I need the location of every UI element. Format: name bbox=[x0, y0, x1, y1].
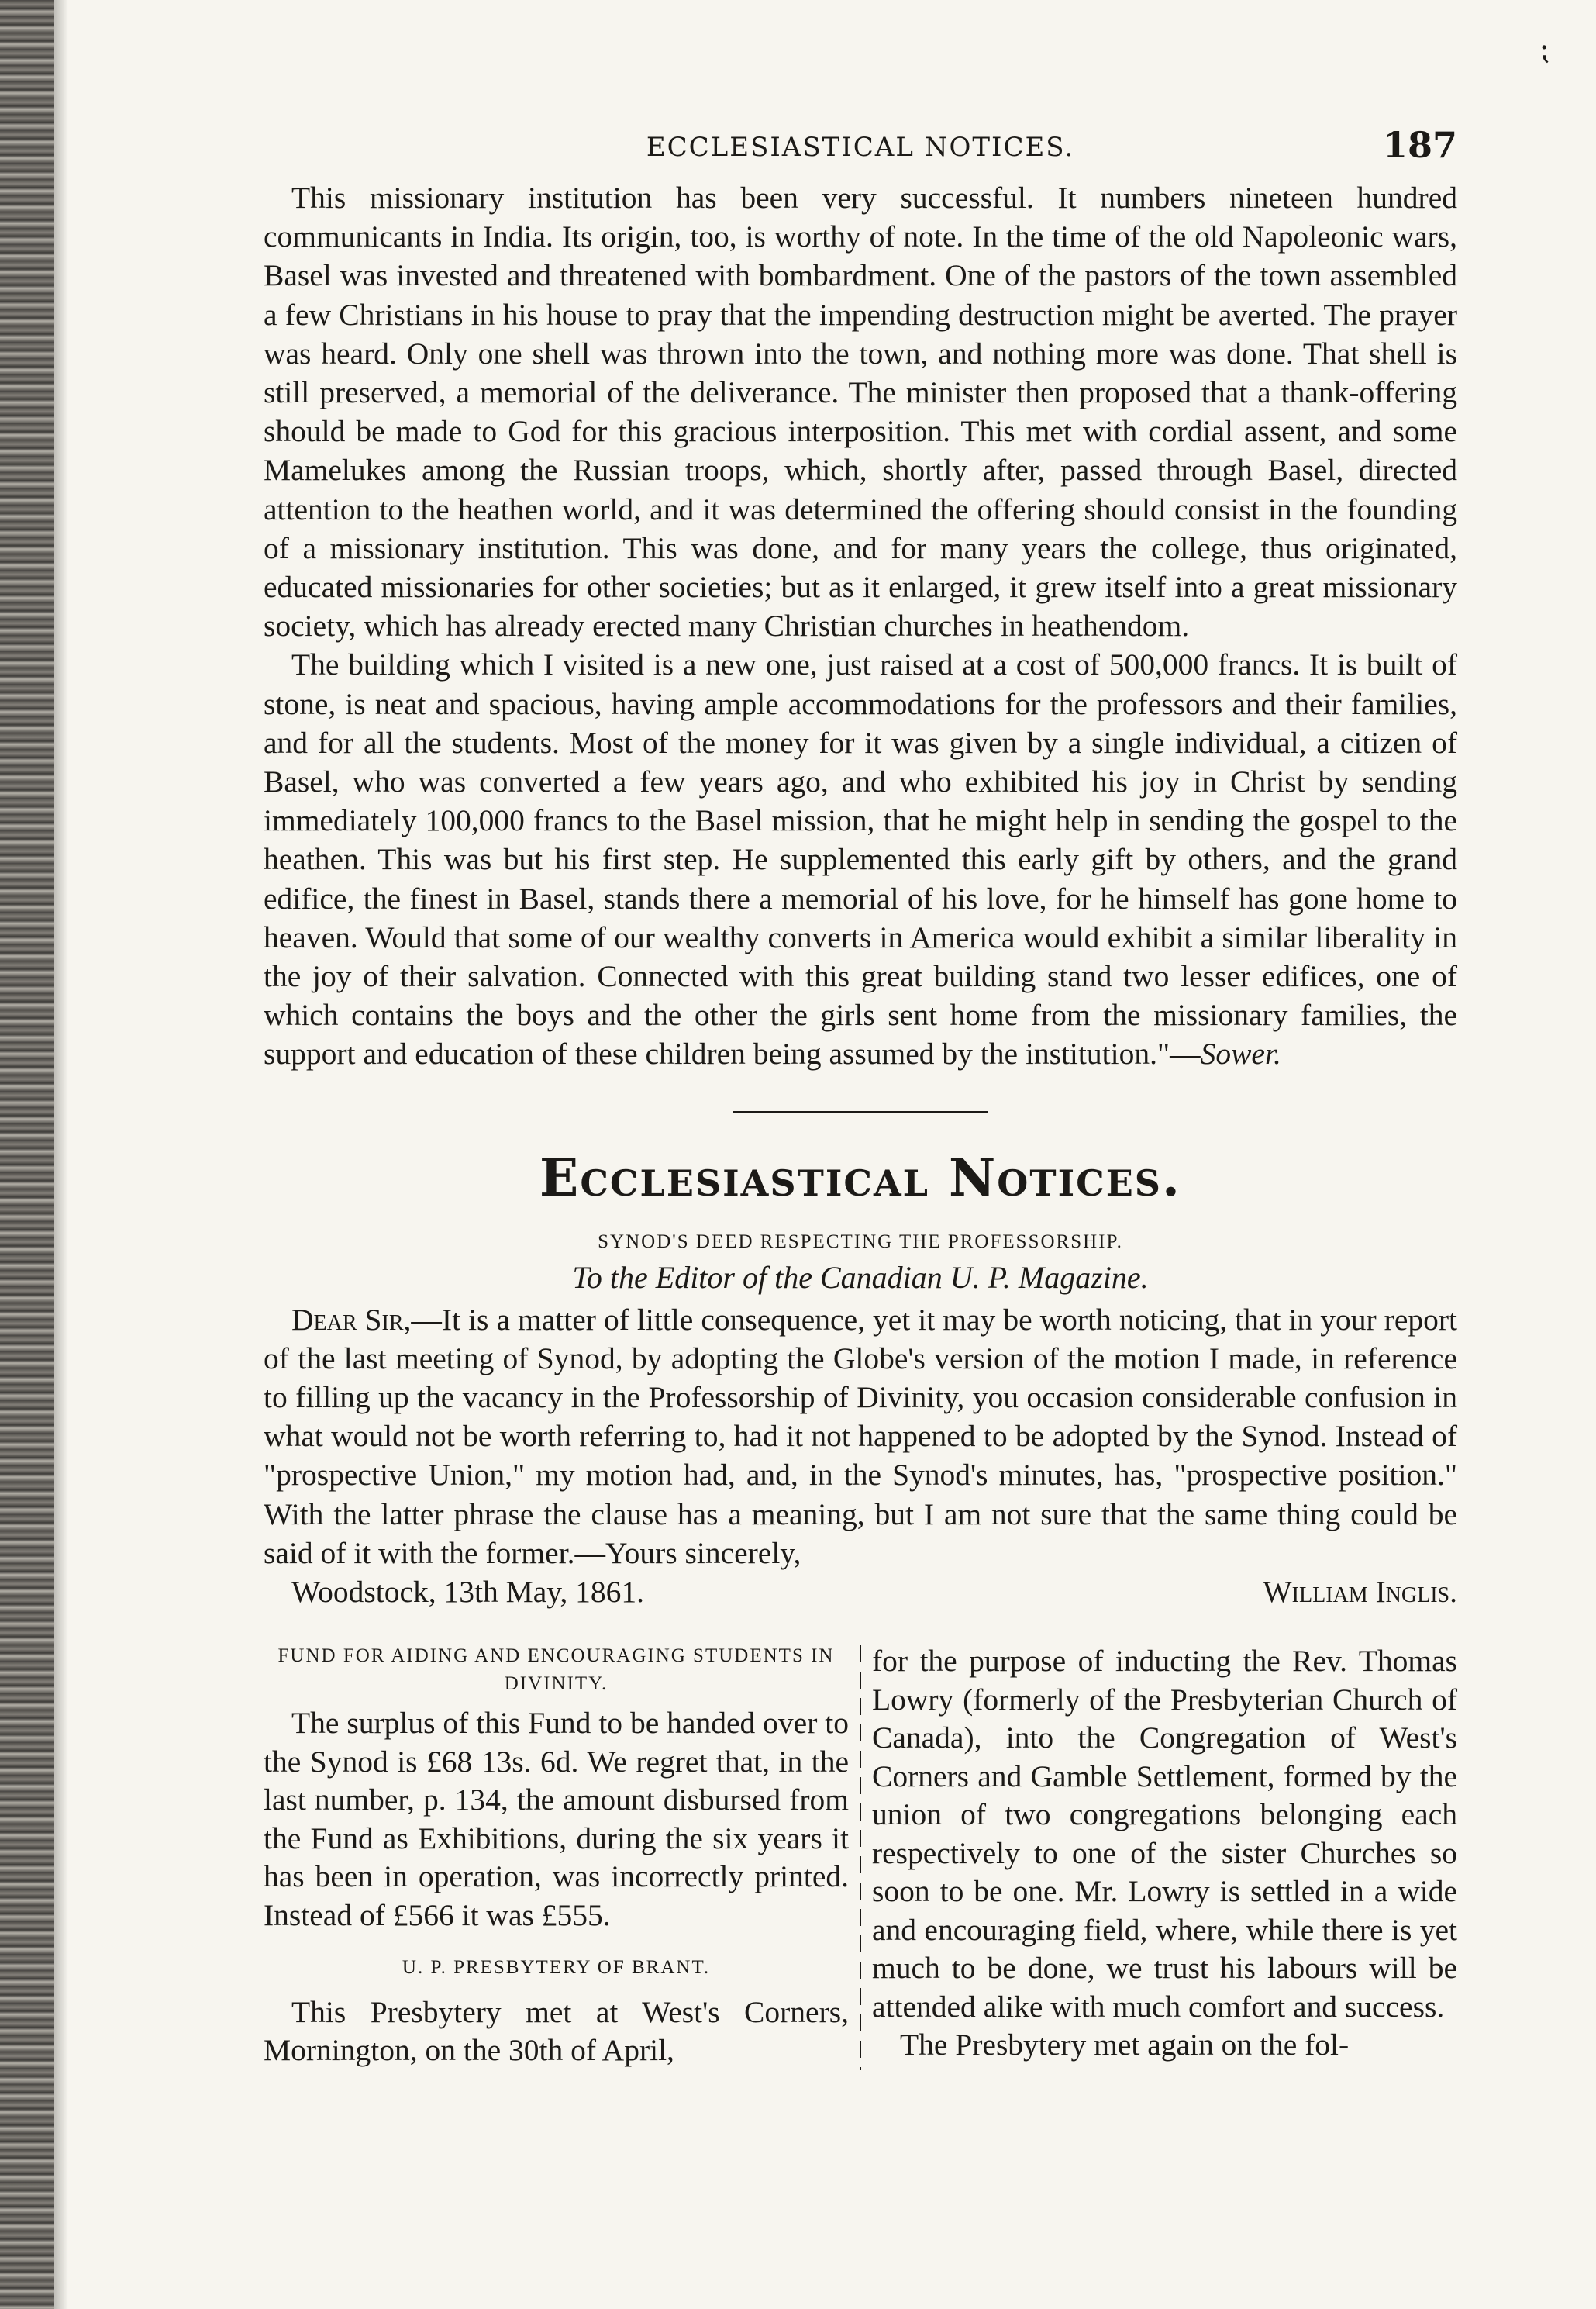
running-title: ECCLESIASTICAL NOTICES. bbox=[646, 132, 1075, 163]
place-date: Woodstock, 13th May, 1861. bbox=[291, 1575, 645, 1610]
article-paragraph-1: This missionary institution has been very successful. It numbers nineteen hundred communicants in India. Its origin, too, is worthy of note. In the time of the old Napoleonic wars, Basel was invested and threatened with bombardment. One of the pastors of the town assembled a few Christians in his house to pray that the impending destruction might be averted. The prayer was heard. Only one shell was thrown into the town, and nothing more was done. That shell is still preserved, a memorial of the deliverance. The minister then proposed that a thank-offering should be made to God for this gracious interposition. This met with cordial assent, and some Mamelukes among the Russian troops, which, shortly after, passed through Basel, directed attention to the heathen world, and it was determined the offering should consist in the founding of a missionary institution. This was done, and for many years the college, thus originated, educated missionaries for other societies; but as it enlarged, it grew itself into a great missionary society, which has already erected many Christian churches in heathendom. bbox=[264, 181, 1457, 644]
letter-text: —It is a matter of little consequence, yet it may be worth noticing, that in your report of the last meeting of Synod, by adopting the Globe's version of the motion I made, in reference to filling up the vacancy in the Professorship of Divinity, you occasion considerable confusion in what would not be worth referring to, had it not happened to be adopted by the Synod. Instead of "prospective Union," my motion had, and, in the Synod's minutes, has, "prospective position." With the latter phrase the clause has a meaning, but I am not sure that the same thing could be said of it with the former.—Yours sincerely, bbox=[264, 1302, 1457, 1570]
two-column-section bbox=[264, 1642, 1457, 2070]
letter-signature-line bbox=[264, 1572, 1457, 1611]
section-subheading: SYNOD'S DEED RESPECTING THE PROFESSORSHIP. bbox=[598, 1230, 1123, 1252]
article-body bbox=[264, 178, 1457, 1074]
letter-addressee: To the Editor of the Canadian U. P. Magazine. bbox=[572, 1259, 1149, 1295]
letter-body bbox=[264, 1300, 1457, 1572]
signature: William Inglis. bbox=[1263, 1575, 1457, 1610]
fund-heading: FUND FOR AIDING AND ENCOURAGING STUDENTS IN DIVINITY. bbox=[277, 1645, 835, 1695]
section-rule bbox=[733, 1111, 988, 1113]
section-title: Ecclesiastical Notices. bbox=[539, 1147, 1181, 1208]
salutation: Dear Sir, bbox=[291, 1302, 412, 1337]
page-number: 187 bbox=[1382, 124, 1457, 166]
fund-paragraph: The surplus of this Fund to be handed over to the Synod is £68 13s. 6d. We regret that, in the last number, p. 134, the amount disbursed from the Fund as Exhibitions, during the six years it has been in operation, was incorrectly printed. Instead of £566 it was £555. bbox=[264, 1706, 849, 1932]
presbytery-heading: U. P. PRESBYTERY OF BRANT. bbox=[402, 1957, 711, 1979]
article-paragraph-2-text: The building which I visited is a new one, just raised at a cost of 500,000 francs. It is built of stone, is neat and spacious, having ample accommodations for the professors and their families, and for all the students. Most of the money for it was given by a single individual, a citizen of Basel, who was converted a few years ago, and who exhibited his joy in Christ by sending immediately 100,000 francs to the Basel mission, that he might help in sending the gospel to the heathen. This was but his first step. He supplemented this early gift by others, and the grand edifice, the finest in Basel, stands there a memorial of his love, for he himself has gone home to heaven. Would that some of our wealthy converts in America would exhibit a similar liberality in the joy of their salvation. Connected with this great building stand two lesser edifices, one of which contains the boys and the other the girls sent home from the missionary families, the support and education of these children being assumed by the institution."— bbox=[264, 647, 1457, 1072]
source-credit: Sower. bbox=[1200, 1037, 1281, 1072]
letter bbox=[264, 1300, 1457, 1572]
book-binding-edge bbox=[0, 0, 54, 2309]
article-paragraph-2 bbox=[264, 645, 1457, 1073]
page bbox=[264, 124, 1457, 2070]
running-head bbox=[264, 124, 1457, 178]
presbytery-paragraph: This Presbytery met at West's Corners, Mornington, on the 30th of April, bbox=[264, 1994, 849, 2068]
presbytery-continued: The Presbytery met again on the fol- bbox=[900, 2028, 1350, 2062]
induction-paragraph: for the purpose of inducting the Rev. Thomas Lowry (formerly of the Presbyterian Church of Canada), into the Congregation of West's Corners and Gamble Settlement, formed by the union of two congregations belonging each respectively to one of the sister Churches so soon to be one. Mr. Lowry is settled in a wide and encouraging field, where, while there is yet much to be done, we trust his labours will be attended alike with much comfort and success. bbox=[872, 1644, 1457, 2024]
left-column bbox=[264, 1642, 860, 2070]
corner-mark: ⁏ bbox=[1539, 31, 1549, 67]
right-column bbox=[861, 1642, 1457, 2070]
